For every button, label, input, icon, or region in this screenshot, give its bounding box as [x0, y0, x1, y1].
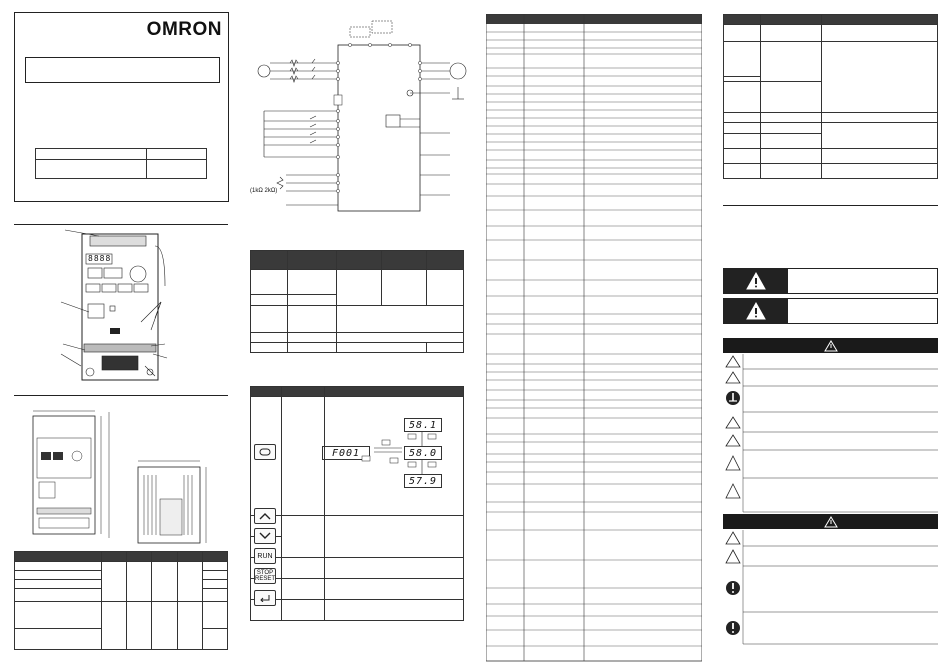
dimension-table — [14, 551, 228, 650]
warning-triangle-icon — [746, 272, 766, 290]
cover-panel — [14, 12, 229, 202]
cover-title-box — [25, 57, 220, 83]
dimension-drawing-front — [25, 408, 115, 548]
alarm-table — [723, 14, 938, 179]
caution-section-bar — [723, 514, 938, 529]
warning-triangle-icon — [824, 340, 838, 352]
omron-logo: OMRON — [146, 19, 222, 40]
display-value-top: 58.1 — [404, 418, 442, 432]
section-rule — [14, 395, 228, 396]
parameter-table — [486, 14, 702, 662]
warning-section-bar — [723, 338, 938, 353]
stop-label: STOP — [256, 570, 274, 576]
caution-items — [723, 530, 938, 645]
cover-table — [35, 148, 207, 179]
wiring-diagram — [250, 15, 470, 215]
display-value-bottom: 57.9 — [404, 474, 442, 488]
section-rule — [14, 224, 228, 225]
enter-key-icon — [254, 590, 276, 606]
warning-triangle-icon — [824, 516, 838, 528]
resistor-label: (1kΩ 2kΩ) — [250, 188, 278, 194]
warning-items — [723, 354, 938, 514]
down-key-icon — [254, 528, 276, 544]
display-sequence-arrows — [360, 428, 450, 488]
spec-table-2 — [250, 250, 464, 353]
stop-reset-key — [254, 568, 276, 584]
panel-readout: 8888 — [88, 254, 112, 263]
run-key: RUN — [254, 548, 276, 564]
reset-label: RESET — [255, 576, 276, 582]
mode-key-icon — [254, 444, 276, 460]
section-rule — [723, 205, 938, 206]
caution-signal-box — [723, 298, 938, 324]
display-value-mid: 58.0 — [404, 446, 442, 460]
warning-signal-box — [723, 268, 938, 294]
dimension-drawing-side — [130, 455, 215, 550]
caution-label-block — [724, 299, 788, 323]
display-param: F001 — [322, 446, 370, 460]
up-key-icon — [254, 508, 276, 524]
warning-label-block — [724, 269, 788, 293]
callout-lines — [55, 226, 185, 386]
warning-triangle-icon — [746, 302, 766, 320]
